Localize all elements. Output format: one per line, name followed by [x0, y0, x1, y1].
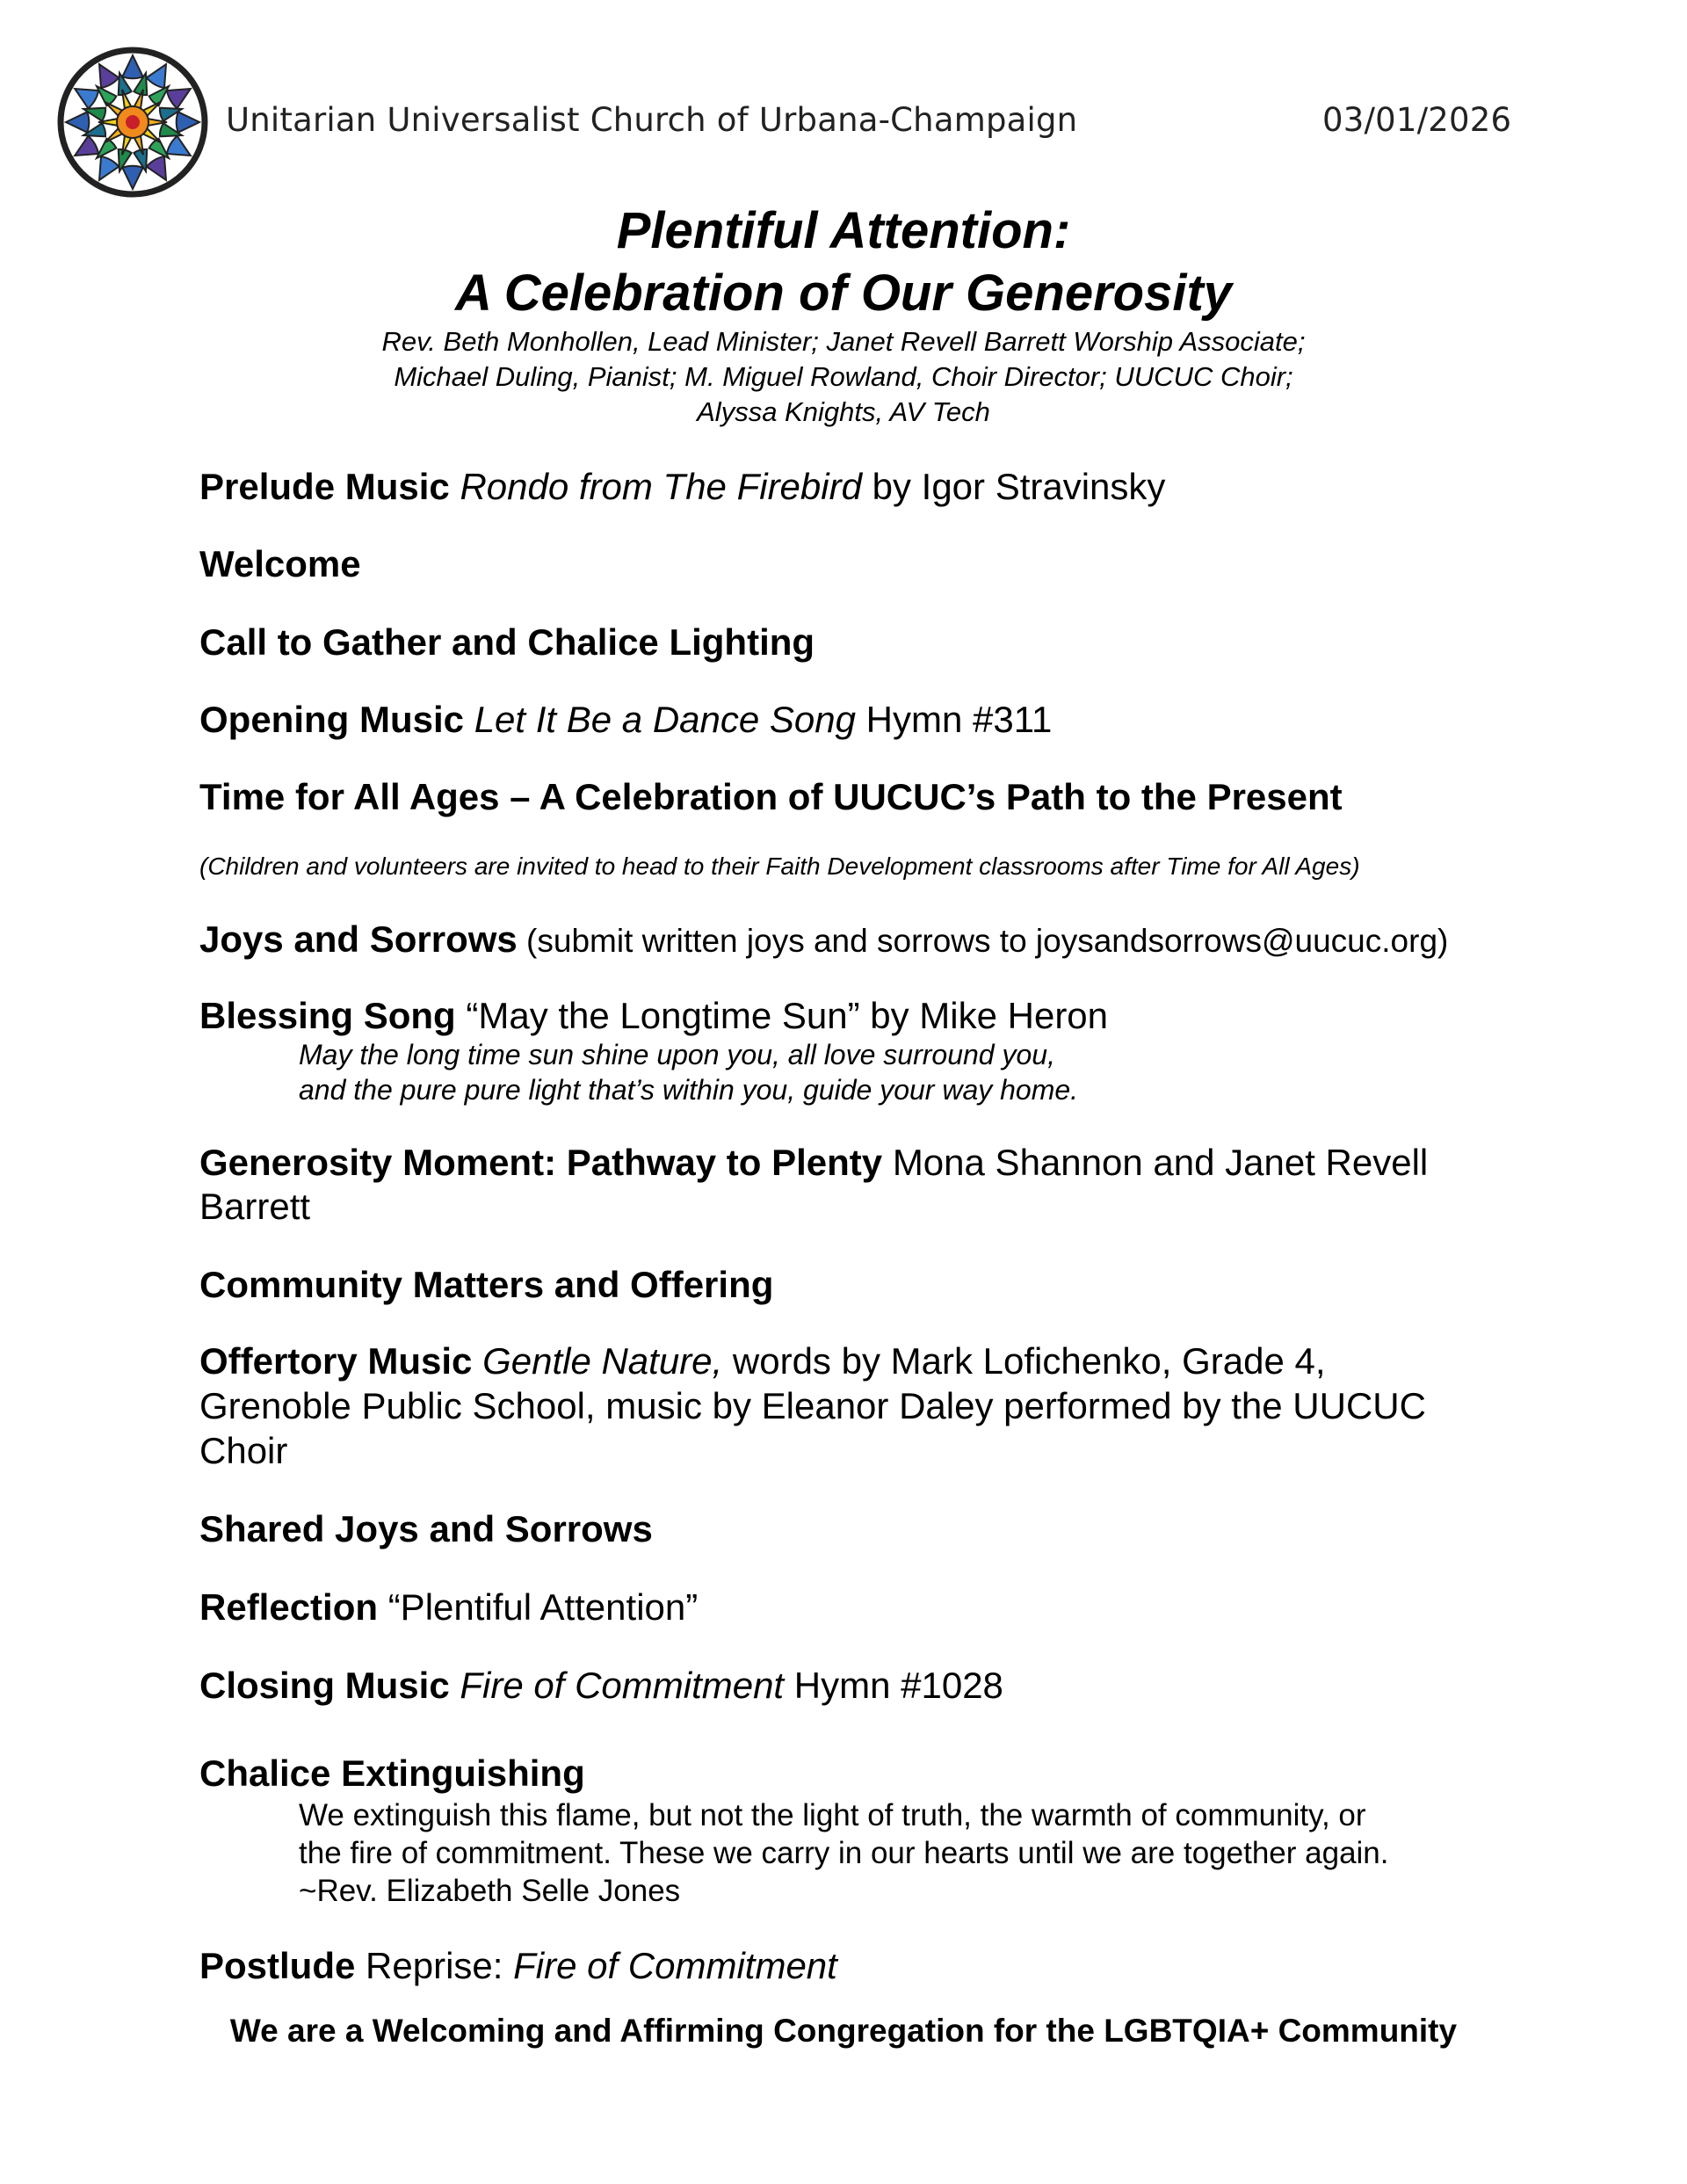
extinguishing-attribution: ~Rev. Elizabeth Selle Jones: [299, 1874, 681, 1908]
service-date: 03/01/2026: [1322, 101, 1512, 139]
item-label: Reflection: [199, 1586, 379, 1628]
order-item-closing-music: [199, 1665, 1003, 1707]
lyrics-line: May the long time sun shine upon you, all love surround you,: [299, 1039, 1055, 1070]
order-item-joys-and-sorrows: [199, 918, 1448, 961]
music-title: Fire of Commitment: [513, 1945, 837, 1986]
lyrics-line: and the pure pure light that’s within you, guide your way home.: [299, 1074, 1079, 1106]
extinguishing-line: the fire of commitment. These we carry in our hearts until we are together again.: [299, 1836, 1389, 1870]
order-item-time-for-all-ages: Time for All Ages – A Celebration of UUCUC’s Path to the Present: [199, 776, 1343, 817]
order-item-welcome: Welcome: [199, 543, 361, 584]
extinguishing-line: We extinguish this flame, but not the light of truth, the warmth of community, or: [299, 1798, 1366, 1832]
order-item-prelude: [199, 466, 1165, 508]
item-label: Postlude: [199, 1945, 356, 1986]
credits-line: Rev. Beth Monhollen, Lead Minister; Janet Revell Barrett Worship Associate;: [381, 326, 1306, 357]
order-item-offertory: [199, 1340, 1326, 1382]
item-label: Prelude Music: [199, 466, 450, 507]
order-item-chalice-extinguishing: Chalice Extinguishing: [199, 1752, 585, 1794]
item-detail: (submit written joys and sorrows to joysandsorrows@uucuc.org): [517, 923, 1449, 959]
credits-line: Michael Duling, Pianist; M. Miguel Rowland, Choir Director; UUCUC Choir;: [394, 361, 1293, 392]
item-label: Closing Music: [199, 1665, 450, 1706]
item-detail: words by Mark Lofichenko, Grade 4,: [722, 1340, 1326, 1382]
stained-glass-rose-window-icon: [56, 46, 209, 199]
music-title: Gentle Nature,: [482, 1340, 723, 1382]
item-label: Blessing Song: [199, 995, 456, 1036]
page-title-line1: Plentiful Attention:: [616, 202, 1071, 259]
music-title: Rondo from The Firebird: [460, 466, 862, 507]
item-detail: Mona Shannon and Janet Revell: [882, 1142, 1429, 1183]
page-title-line2: A Celebration of Our Generosity: [454, 265, 1233, 322]
item-label: Opening Music: [199, 699, 465, 740]
item-detail-continued: Barrett: [199, 1186, 311, 1227]
music-title: Let It Be a Dance Song: [474, 699, 856, 740]
order-item-reflection: [199, 1586, 698, 1629]
welcoming-statement: We are a Welcoming and Affirming Congregation for the LGBTQIA+ Community: [229, 2013, 1458, 2049]
item-detail: “May the Longtime Sun” by Mike Heron: [455, 995, 1109, 1036]
item-label: Offertory Music: [199, 1340, 473, 1382]
order-item-generosity-moment: [199, 1142, 1428, 1184]
children-note: (Children and volunteers are invited to head to their Faith Development classrooms after Time for All Ages): [199, 853, 1360, 880]
item-detail-continued: Grenoble Public School, music by Eleanor Daley performed by the UUCUC: [199, 1385, 1426, 1426]
item-detail: Reprise:: [355, 1945, 514, 1986]
order-item-opening-music: [199, 699, 1052, 741]
credits-line: Alyssa Knights, AV Tech: [697, 396, 990, 427]
order-item-blessing-song: [199, 995, 1108, 1037]
order-item-shared-joys: Shared Joys and Sorrows: [199, 1508, 653, 1549]
music-title: Fire of Commitment: [460, 1665, 785, 1706]
order-item-postlude: [199, 1945, 837, 1987]
item-detail: “Plentiful Attention”: [378, 1586, 699, 1628]
item-label: Generosity Moment: Pathway to Plenty: [199, 1142, 883, 1183]
item-detail: Hymn #1028: [784, 1665, 1003, 1706]
item-label: Joys and Sorrows: [199, 918, 518, 960]
item-detail: by Igor Stravinsky: [861, 466, 1166, 507]
item-detail-continued: Choir: [199, 1430, 288, 1471]
item-detail: Hymn #311: [855, 699, 1053, 740]
order-item-call-to-gather: Call to Gather and Chalice Lighting: [199, 621, 815, 663]
church-logo: [56, 46, 209, 199]
church-name: Unitarian Universalist Church of Urbana-Champaign: [226, 101, 1078, 139]
order-item-community-matters: Community Matters and Offering: [199, 1264, 774, 1305]
